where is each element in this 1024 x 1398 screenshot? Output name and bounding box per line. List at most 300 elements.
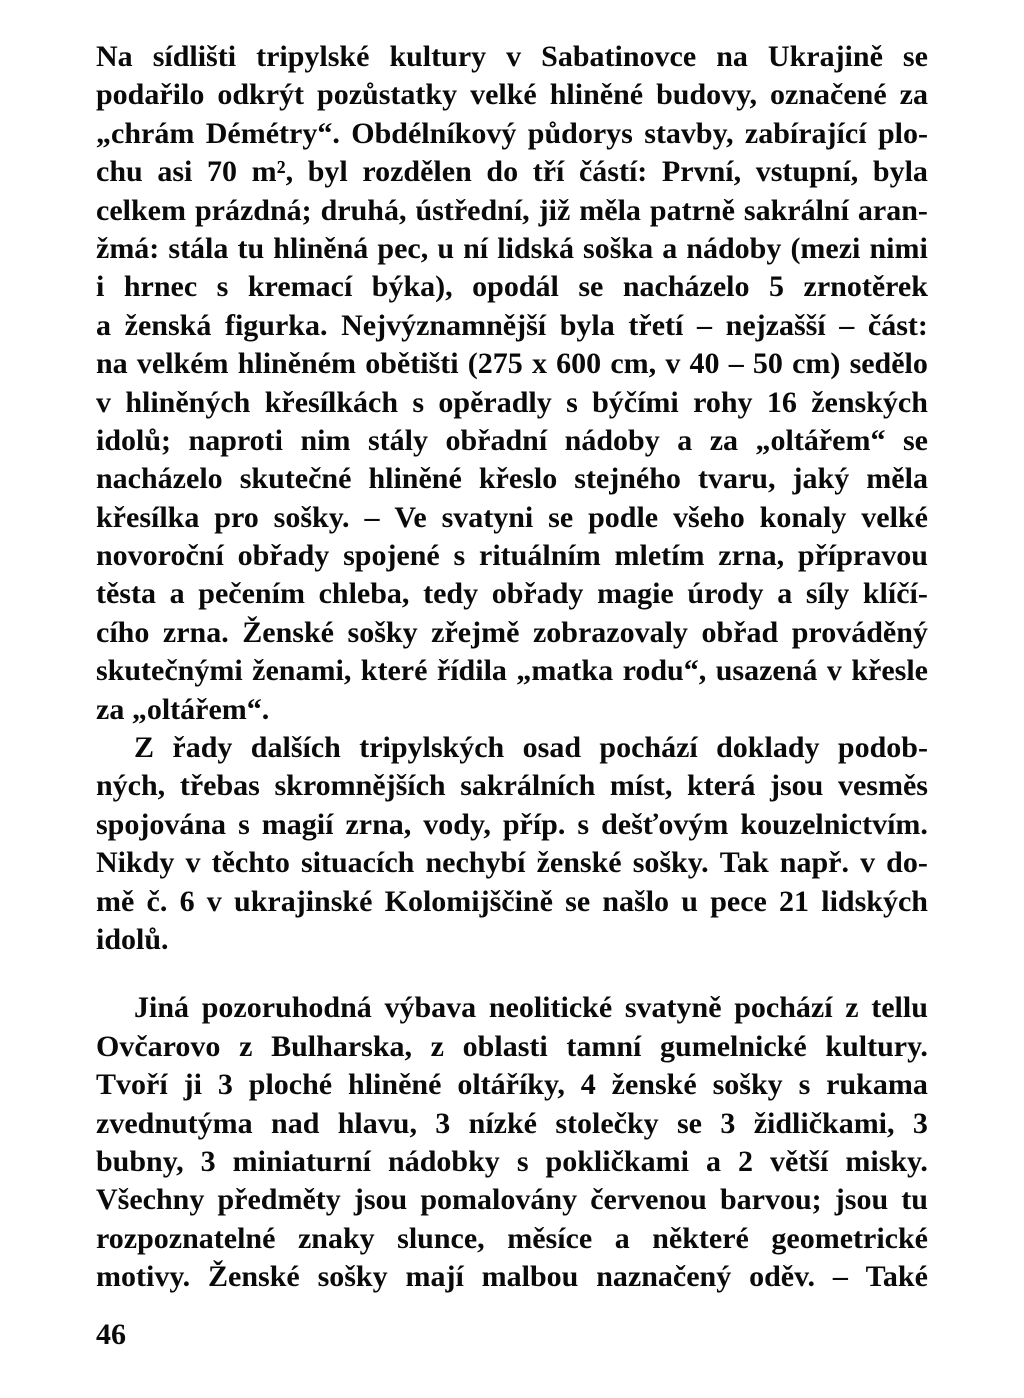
word: – <box>728 347 744 381</box>
word: obřady <box>491 577 584 611</box>
word: z <box>239 1029 253 1063</box>
word: jsou <box>834 1183 889 1217</box>
word: sídlišti <box>152 40 237 73</box>
word: miniaturní <box>232 1144 372 1178</box>
word: s <box>216 270 229 304</box>
word: sošky. <box>273 500 350 534</box>
word: – <box>697 308 712 342</box>
word: 3 <box>720 1106 736 1140</box>
text-line <box>96 537 928 575</box>
word: pečením <box>198 577 305 611</box>
word: geometrické <box>771 1221 928 1255</box>
word: druhá, <box>320 193 407 227</box>
word: býka), <box>371 270 453 304</box>
text-line <box>96 422 928 460</box>
word: některé <box>652 1221 749 1255</box>
word: stály <box>367 423 428 457</box>
text-line <box>96 76 928 114</box>
word: pozoruhodná <box>201 991 372 1025</box>
text-line <box>96 806 928 844</box>
body-text <box>96 38 928 1297</box>
word: pochází <box>734 991 833 1025</box>
word: ženami, <box>252 654 352 688</box>
word: svatyni <box>441 500 534 534</box>
word: s <box>453 539 466 573</box>
word: které <box>360 654 428 688</box>
word: 16 <box>766 385 797 419</box>
word: a <box>705 1144 721 1178</box>
word: motivy. <box>96 1260 191 1294</box>
word: na <box>716 40 748 73</box>
word: rodu“, <box>622 654 707 688</box>
word: 6 <box>179 884 195 918</box>
word: nádoby <box>686 231 782 265</box>
word: býčími <box>592 385 679 419</box>
word: idolů; <box>96 423 172 457</box>
text-line <box>96 729 928 767</box>
word: která <box>687 769 756 803</box>
word: opodál <box>472 270 559 304</box>
word: těsta <box>96 577 156 611</box>
word: zřejmě <box>431 615 520 649</box>
word: mají <box>405 1260 464 1294</box>
word: třebas <box>179 769 260 803</box>
text-line <box>96 844 928 882</box>
word: Nejvýznamnější <box>341 308 547 342</box>
word: třetí <box>628 308 684 342</box>
word: měla <box>866 462 928 496</box>
word: Tvoří <box>96 1068 168 1102</box>
word: s <box>238 807 250 841</box>
word: zobrazovaly <box>532 615 688 649</box>
word: ženské <box>611 1068 697 1102</box>
word: gumelnické <box>660 1029 807 1063</box>
word: Bulharska, <box>271 1029 412 1063</box>
text-line <box>96 499 928 537</box>
word: chleba, <box>318 577 410 611</box>
text-line <box>96 230 928 268</box>
text-line <box>96 115 928 153</box>
word: mletím <box>614 539 705 573</box>
word: klíčí- <box>862 577 928 611</box>
word: nejzašší <box>725 308 826 342</box>
word: a <box>777 577 793 611</box>
word: za <box>899 78 928 112</box>
word: sakrální <box>743 193 849 227</box>
text-line: idolů. <box>96 922 169 956</box>
word: křesílkách <box>264 385 399 419</box>
word: velké <box>861 500 928 534</box>
word: obřad <box>701 615 779 649</box>
text-line <box>96 767 928 805</box>
word: s <box>516 1144 529 1178</box>
word: v <box>665 347 681 381</box>
page-number: 46 <box>96 1318 126 1351</box>
word: obětišti <box>365 347 459 381</box>
word: jsou <box>353 1183 408 1217</box>
word: hliněné <box>368 462 462 496</box>
word: s <box>798 1068 811 1102</box>
word: červenou <box>590 1183 707 1217</box>
word: rozpoznatelné <box>96 1221 276 1255</box>
word: byla <box>872 155 928 189</box>
word: Všechny <box>96 1183 205 1217</box>
word: ných, <box>96 769 166 803</box>
word: v <box>206 884 222 918</box>
word: s <box>577 807 590 841</box>
word: oblasti <box>462 1029 548 1063</box>
word: nízké <box>468 1106 537 1140</box>
word: do- <box>886 846 928 880</box>
word: vody, <box>423 807 491 841</box>
word: magie <box>597 577 674 611</box>
word: rukama <box>826 1068 928 1102</box>
word: pro <box>214 500 259 534</box>
word: situacích <box>301 846 415 880</box>
word: ní <box>463 231 489 265</box>
word: pece <box>710 884 767 918</box>
word: První, <box>661 155 742 189</box>
text-line <box>96 614 928 652</box>
word: měla <box>579 193 641 227</box>
word: bubny, <box>96 1144 184 1178</box>
word: sošky <box>317 1260 388 1294</box>
word: u <box>437 231 455 265</box>
word: Ukrajině <box>767 40 883 73</box>
word: předměty <box>217 1183 341 1217</box>
word: Ženské <box>208 1260 300 1294</box>
word: nádoby <box>564 423 660 457</box>
word: nádobky <box>388 1144 500 1178</box>
word: zabírající <box>744 116 867 150</box>
word: cího <box>96 615 150 649</box>
word: nechybí <box>425 846 526 880</box>
word: v <box>185 846 201 880</box>
word: v <box>826 654 842 688</box>
word: hliněných <box>125 385 251 419</box>
word: prázdná; <box>194 193 312 227</box>
word: na <box>96 347 128 381</box>
word: lidská <box>497 231 574 265</box>
word: plo- <box>877 116 928 150</box>
word: křesle <box>851 654 928 688</box>
word: tedy <box>423 577 479 611</box>
word: obřady <box>237 539 330 573</box>
word: 3 <box>912 1106 928 1140</box>
word: 600 <box>556 347 602 381</box>
paragraph-1 <box>96 38 928 729</box>
word: naproti <box>188 423 283 457</box>
word: u <box>681 884 698 918</box>
word: a <box>614 1221 630 1255</box>
word: nimi <box>869 231 928 265</box>
word: úrody <box>687 577 764 611</box>
word: 21 <box>779 884 810 918</box>
word: Z <box>134 731 155 765</box>
word: sošky <box>347 615 418 649</box>
word: Ve <box>394 500 427 534</box>
word: částí: <box>578 155 648 189</box>
word: kultury. <box>825 1029 928 1063</box>
text-line: za „oltářem“. <box>96 692 270 726</box>
text-line <box>96 883 928 921</box>
word: přípravou <box>797 539 928 573</box>
word: sakrálních <box>460 769 596 803</box>
word: nacházelo <box>622 270 750 304</box>
word: Ženské <box>242 615 334 649</box>
word: půdorys <box>527 116 633 150</box>
word: znaky <box>297 1221 375 1255</box>
word: 40 <box>689 347 720 381</box>
word: kouzelnictvím. <box>740 807 928 841</box>
word: patrně <box>649 193 735 227</box>
word: figurka. <box>224 308 328 342</box>
word: pec, <box>377 231 429 265</box>
word: ploché <box>248 1068 333 1102</box>
word: podařilo <box>96 78 205 112</box>
word: oděv. <box>749 1260 815 1294</box>
word: ústřední, <box>415 193 530 227</box>
word: aran- <box>857 193 928 227</box>
word: se <box>677 1106 702 1140</box>
word: cm) <box>792 347 841 381</box>
word: a <box>96 308 111 342</box>
word: skutečnými <box>96 654 243 688</box>
word: hliněná <box>273 231 369 265</box>
word: hlavu, <box>337 1106 417 1140</box>
word: opěradly <box>438 385 552 419</box>
word: osad <box>522 731 581 765</box>
word: pokličkami <box>545 1144 689 1178</box>
word: „matka <box>516 654 614 688</box>
word: výbava <box>384 991 477 1025</box>
word: misky. <box>845 1144 928 1178</box>
word: větší <box>770 1144 829 1178</box>
word: 50 <box>752 347 783 381</box>
word: a <box>662 231 678 265</box>
text-line <box>96 1258 928 1296</box>
word: našlo <box>602 884 670 918</box>
word: křesílka <box>96 500 200 534</box>
word: rituálním <box>479 539 601 573</box>
text-line <box>96 652 928 690</box>
word: obřadní <box>445 423 548 457</box>
word: Obdélníkový <box>351 116 517 150</box>
word: měsíce <box>507 1221 593 1255</box>
word: celkem <box>96 193 186 227</box>
word: pomalovány <box>420 1183 578 1217</box>
word: hliněné <box>549 78 644 112</box>
word: do <box>486 155 519 189</box>
word: prováděný <box>791 615 928 649</box>
word: Také <box>865 1260 928 1294</box>
word: a <box>677 423 693 457</box>
word: – <box>832 1260 848 1294</box>
word: vstupní, <box>755 155 859 189</box>
word: barvou; <box>719 1183 822 1217</box>
word: dešťovým <box>601 807 729 841</box>
word: podob- <box>837 731 928 765</box>
word: z <box>430 1029 444 1063</box>
word: oltáříky, <box>457 1068 565 1102</box>
word: křeslo <box>478 462 558 496</box>
word: míst, <box>609 769 673 803</box>
word: již <box>538 193 571 227</box>
word: „chrám <box>96 116 195 150</box>
word: těchto <box>211 846 290 880</box>
paragraph-3 <box>96 989 928 1296</box>
word: s <box>566 385 578 419</box>
word: „oltářem“ <box>755 423 886 457</box>
word: nim <box>300 423 351 457</box>
word: např. <box>779 846 849 880</box>
word: tu <box>237 231 265 265</box>
word: spojené <box>343 539 440 573</box>
word: zrna, <box>718 539 785 573</box>
word: tvaru, <box>697 462 776 496</box>
word: – <box>364 500 380 534</box>
word: konaly <box>759 500 847 534</box>
text-line <box>96 989 928 1027</box>
word: Sabatinovce <box>541 40 697 73</box>
word: 70 <box>206 155 237 189</box>
word: Démétry“. <box>205 116 340 150</box>
word: hliněné <box>348 1068 442 1102</box>
word: ženských <box>811 385 928 419</box>
word: Tak <box>719 846 769 880</box>
word: č. <box>146 884 168 918</box>
word: neolitické <box>488 991 613 1025</box>
word: a <box>169 577 185 611</box>
word: velké <box>470 78 537 112</box>
word: byla <box>559 308 615 342</box>
word: doklady <box>716 731 820 765</box>
word: tří <box>532 155 565 189</box>
word: rohy <box>693 385 753 419</box>
word: tu <box>901 1183 928 1217</box>
word: se <box>902 423 928 457</box>
word: magií <box>261 807 334 841</box>
word: byl <box>307 155 348 189</box>
text-line <box>96 460 928 498</box>
word: 4 <box>580 1068 596 1102</box>
word: se <box>565 884 591 918</box>
text-line <box>96 1220 928 1258</box>
word: skromnějších <box>274 769 446 803</box>
word: ženské <box>536 846 622 880</box>
word: lidských <box>821 884 928 918</box>
word: Jiná <box>134 991 190 1025</box>
word: novoroční <box>96 539 224 573</box>
word: malbou <box>481 1260 579 1294</box>
word: nad <box>271 1106 320 1140</box>
paragraph-spacer <box>96 959 928 989</box>
word: rozdělen <box>362 155 472 189</box>
word: slunce, <box>397 1221 485 1255</box>
word: ukrajinské <box>234 884 373 918</box>
word: část: <box>867 308 928 342</box>
word: 3 <box>217 1068 233 1102</box>
text-line <box>96 1105 928 1143</box>
word: jaký <box>792 462 850 496</box>
word: – <box>839 308 855 342</box>
word: (275 <box>467 347 523 381</box>
word: zrna. <box>162 615 229 649</box>
word: soška <box>583 231 654 265</box>
word: stejného <box>574 462 681 496</box>
word: pochází <box>599 731 698 765</box>
text-line <box>96 1066 928 1104</box>
word: spojována <box>96 807 227 841</box>
word: Kolomijščině <box>384 884 553 918</box>
word: z <box>845 991 859 1025</box>
word: tripylské <box>256 40 370 73</box>
word: stolečky <box>555 1106 659 1140</box>
word: sošky. <box>632 846 709 880</box>
word: cm, <box>610 347 657 381</box>
word: odkrýt <box>217 78 305 112</box>
text-line <box>96 192 928 230</box>
text-line <box>96 384 928 422</box>
word: stavby, <box>644 116 734 150</box>
word: chu <box>96 155 143 189</box>
word: x <box>531 347 547 381</box>
text-line <box>96 268 928 306</box>
word: tamní <box>566 1029 642 1063</box>
word: mě <box>96 884 135 918</box>
text-line <box>96 575 928 613</box>
word: s <box>412 385 425 419</box>
word: sedělo <box>849 347 928 381</box>
word: řídila <box>436 654 507 688</box>
word: i <box>96 270 105 304</box>
text-line <box>96 345 928 383</box>
word: 2 <box>737 1144 753 1178</box>
word: tellu <box>871 991 928 1025</box>
word: označené <box>770 78 887 112</box>
word: nacházelo <box>96 462 223 496</box>
word: hliněném <box>237 347 357 381</box>
word: zvednutýma <box>96 1106 253 1140</box>
word: žmá: <box>96 231 160 265</box>
word: stála <box>168 231 229 265</box>
word: v <box>506 40 522 73</box>
word: skutečné <box>239 462 352 496</box>
word: hrnec <box>123 270 198 304</box>
text-line <box>96 1028 928 1066</box>
word: Ovčarovo <box>96 1029 221 1063</box>
word: židličkami, <box>753 1106 895 1140</box>
word: zrna, <box>345 807 412 841</box>
word: kultury <box>389 40 487 73</box>
word: sošky <box>712 1068 783 1102</box>
word: síly <box>805 577 850 611</box>
word: všeho <box>673 500 745 534</box>
word: Nikdy <box>96 846 175 880</box>
paragraph-2 <box>96 729 928 959</box>
word: v <box>860 846 876 880</box>
text-line <box>96 153 928 191</box>
word: 3 <box>435 1106 451 1140</box>
word: usazená <box>715 654 818 688</box>
word: pozůstatky <box>317 78 458 112</box>
word: Na <box>96 40 133 73</box>
word: v <box>96 385 111 419</box>
word: se <box>548 500 574 534</box>
word: za <box>709 423 739 457</box>
word: 3 <box>200 1144 216 1178</box>
word: příp. <box>502 807 566 841</box>
